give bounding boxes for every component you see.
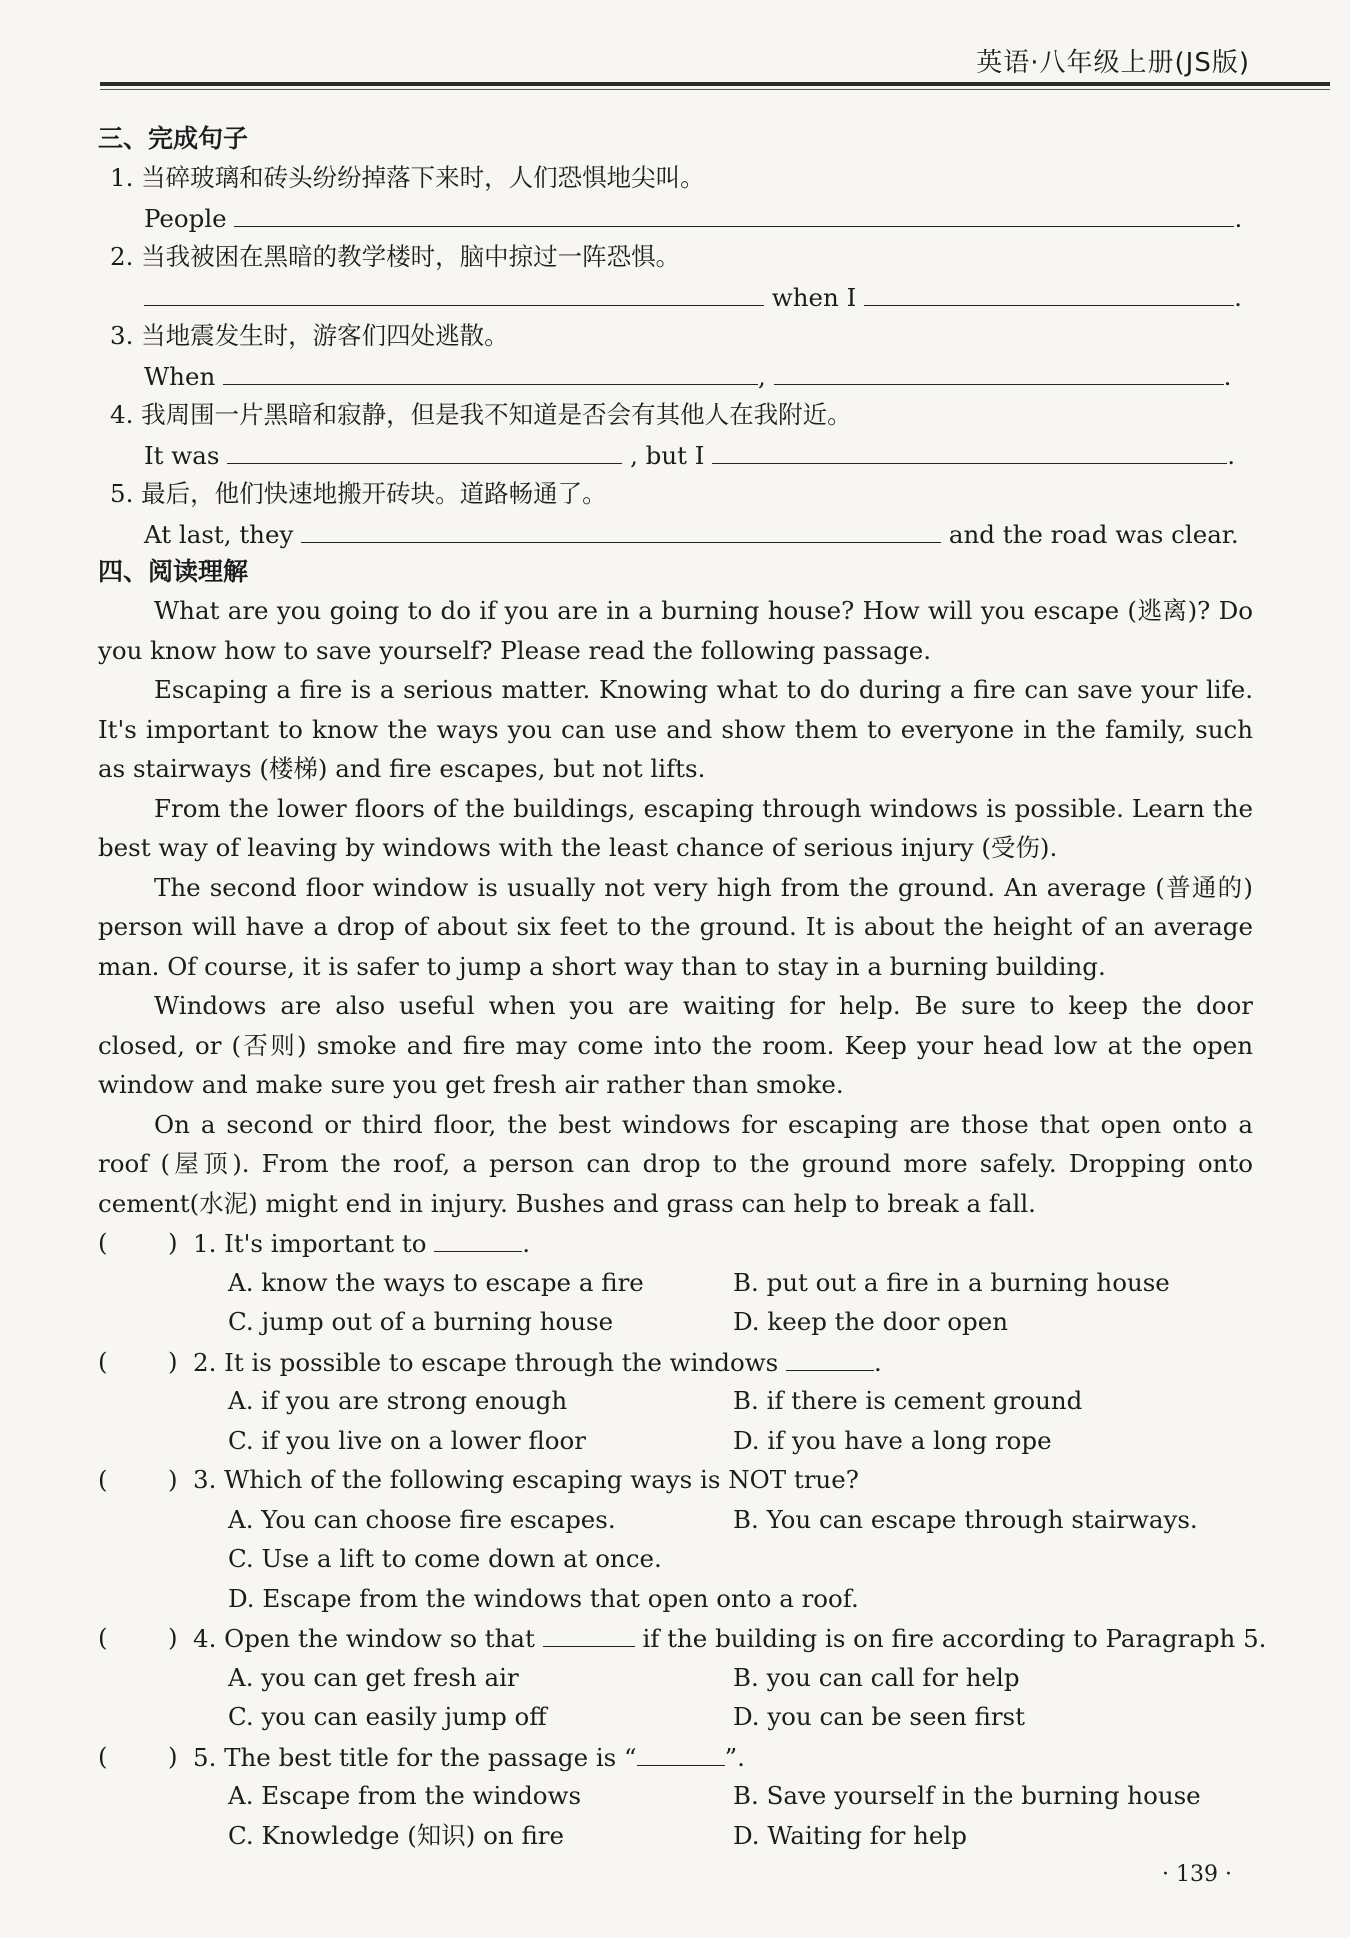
sentence-3-prefix: When: [144, 361, 216, 391]
sentence-5-answer-line: [98, 514, 1253, 554]
section-4-title: 四、阅读理解: [98, 557, 249, 586]
question-1-option-b[interactable]: B. put out a fire in a burning house: [733, 1267, 1170, 1297]
answer-paren-close: ): [168, 1741, 178, 1771]
question-4-options-cd: [98, 1697, 1253, 1737]
passage-paragraph-3: From the lower floors of the buildings, escaping through windows is possible. Learn the best way of leaving by windows with the least chance of serious injury (受伤).: [98, 793, 1253, 862]
question-2-options-cd: [98, 1421, 1253, 1461]
passage-paragraph-6: On a second or third floor, the best windows for escaping are those that open onto a roof (屋顶). From the roof, a person can drop to the ground more safely. Dropping onto cement(水泥) might end in injury. Bushes and grass can help to break a fall.: [98, 1109, 1253, 1218]
sentence-5-prefix: At last, they: [144, 519, 294, 549]
question-4-option-c[interactable]: C. you can easily jump off: [228, 1702, 547, 1731]
sentence-4-blank-1[interactable]: [227, 435, 622, 464]
sentence-5-blank[interactable]: [301, 514, 941, 543]
sentence-2-period: .: [1234, 282, 1242, 312]
sentence-3-blank-2[interactable]: [774, 356, 1224, 385]
page-number: · 139 ·: [1162, 1862, 1232, 1887]
page-content: [98, 120, 1267, 1855]
answer-paren-open[interactable]: (: [98, 1228, 108, 1257]
sentence-3-chinese: 3. 当地震发生时，游客们四处逃散。: [110, 321, 509, 350]
question-2-blank[interactable]: [786, 1342, 874, 1371]
question-3-option-b[interactable]: B. You can escape through stairways.: [733, 1504, 1198, 1534]
passage-paragraph-5: Windows are also useful when you are waiting for help. Be sure to keep the door closed, or (否则) smoke and fire may come into the room. Keep your head low at the open window and make sure you get fresh air rather than smoke.: [98, 991, 1253, 1099]
question-5-option-c[interactable]: C. Knowledge (知识) on fire: [228, 1820, 565, 1850]
question-2-option-d[interactable]: D. if you have a long rope: [733, 1425, 1052, 1455]
passage-paragraph-4: The second floor window is usually not very high from the ground. An average (普通的) person will have a drop of about six feet to the ground. It is about the height of an average man. Of course, it is safer to jump a short way than to stay in a burning building.: [98, 872, 1253, 981]
sentence-2-answer-line: [98, 277, 1253, 317]
question-5-stem-end: ”.: [724, 1742, 745, 1772]
sentence-2-blank-2[interactable]: [864, 277, 1234, 306]
question-3-option-d-line: [98, 1579, 1253, 1619]
question-4-blank[interactable]: [543, 1618, 635, 1647]
sentence-3-comma: ,: [758, 361, 766, 391]
page-header: [0, 30, 1350, 90]
sentence-1-answer-line: [98, 198, 1253, 238]
question-4-stem: 4. Open the window so that: [193, 1624, 535, 1653]
book-title: 英语·八年级上册(JS版): [976, 48, 1250, 78]
sentence-1-period: .: [1234, 203, 1243, 233]
sentence-2-mid: when I: [771, 282, 857, 312]
answer-paren-close: ): [168, 1465, 178, 1494]
sentence-3-answer-line: [98, 356, 1253, 396]
sentence-4-blank-2[interactable]: [712, 435, 1227, 464]
question-2-options-ab: [98, 1381, 1253, 1421]
passage-paragraph-1: What are you going to do if you are in a burning house? How will you escape (逃离)? Do you know how to save yourself? Please read the following passage.: [98, 596, 1253, 665]
question-1-blank[interactable]: [434, 1223, 522, 1252]
question-5-options-ab: [98, 1776, 1253, 1816]
sentence-1-blank[interactable]: [234, 198, 1234, 227]
question-5-stem: 5. The best title for the passage is “: [193, 1742, 637, 1772]
question-5: [98, 1737, 1253, 1777]
question-4-option-b[interactable]: B. you can call for help: [733, 1662, 1020, 1692]
sentence-5-suffix: and the road was clear.: [948, 519, 1239, 549]
question-1-option-a[interactable]: A. know the ways to escape a fire: [228, 1267, 644, 1297]
question-4: [98, 1618, 1267, 1658]
header-rule-thin: [100, 89, 1330, 90]
question-1: [98, 1223, 1253, 1263]
question-3-option-a[interactable]: A. You can choose fire escapes.: [228, 1504, 616, 1534]
sentence-1-prefix: People: [144, 203, 227, 233]
question-2-stem-end: .: [874, 1347, 882, 1377]
question-1-options-cd: [98, 1302, 1253, 1342]
sentence-5-chinese: 5. 最后，他们快速地搬开砖块。道路畅通了。: [110, 479, 607, 508]
passage-paragraph-2: Escaping a fire is a serious matter. Knowing what to do during a fire can save your life. It's important to know the ways you can use and show them to everyone in the family, such as stairways (楼梯) and fire escapes, but not lifts.: [98, 675, 1253, 783]
answer-paren-open[interactable]: (: [98, 1465, 108, 1494]
answer-paren-close: ): [168, 1623, 178, 1652]
question-1-stem-end: .: [522, 1229, 531, 1258]
question-2-option-a[interactable]: A. if you are strong enough: [228, 1386, 568, 1415]
question-4-option-a[interactable]: A. you can get fresh air: [228, 1662, 519, 1692]
question-3: [98, 1460, 1253, 1500]
sentence-2-blank-1[interactable]: [144, 277, 764, 306]
sentence-3-period: .: [1223, 361, 1232, 391]
question-2: [98, 1342, 1253, 1382]
question-2-stem: 2. It is possible to escape through the windows: [193, 1347, 779, 1377]
question-3-option-c[interactable]: C. Use a lift to come down at once.: [228, 1544, 662, 1573]
question-2-option-b[interactable]: B. if there is cement ground: [733, 1386, 1083, 1415]
sentence-1-chinese: 1. 当碎玻璃和砖头纷纷掉落下来时，人们恐惧地尖叫。: [110, 163, 705, 192]
section-3-title: 三、完成句子: [98, 124, 249, 153]
question-4-options-ab: [98, 1658, 1253, 1698]
answer-paren-close: ): [168, 1346, 178, 1376]
sentence-4-mid: , but I: [630, 440, 705, 470]
question-5-options-cd: [98, 1816, 1253, 1856]
question-2-option-c[interactable]: C. if you live on a lower floor: [228, 1425, 586, 1455]
sentence-4-chinese: 4. 我周围一片黑暗和寂静，但是我不知道是否会有其他人在我附近。: [110, 400, 852, 429]
question-1-option-d[interactable]: D. keep the door open: [733, 1307, 1008, 1336]
question-4-stem-end: if the building is on fire according to Paragraph 5.: [642, 1624, 1267, 1653]
question-5-option-d[interactable]: D. Waiting for help: [733, 1820, 967, 1850]
question-1-options-ab: [98, 1263, 1253, 1303]
question-1-stem: 1. It's important to: [193, 1229, 427, 1258]
answer-paren-open[interactable]: (: [98, 1346, 108, 1376]
sentence-2-chinese: 2. 当我被困在黑暗的教学楼时，脑中掠过一阵恐惧。: [110, 242, 681, 271]
question-5-option-b[interactable]: B. Save yourself in the burning house: [733, 1781, 1201, 1810]
question-1-option-c[interactable]: C. jump out of a burning house: [228, 1307, 614, 1336]
answer-paren-open[interactable]: (: [98, 1741, 108, 1771]
header-rule: [100, 82, 1330, 86]
sentence-4-prefix: It was: [144, 440, 220, 470]
question-3-stem: 3. Which of the following escaping ways is NOT true?: [193, 1465, 859, 1494]
sentence-3-blank-1[interactable]: [223, 356, 758, 385]
question-3-options-ab: [98, 1500, 1253, 1540]
sentence-4-period: .: [1227, 440, 1236, 470]
sentence-4-answer-line: [98, 435, 1253, 475]
answer-paren-close: ): [168, 1228, 178, 1257]
question-5-option-a[interactable]: A. Escape from the windows: [228, 1781, 582, 1810]
question-3-option-d[interactable]: D. Escape from the windows that open onto a roof.: [228, 1583, 859, 1613]
question-3-option-c-line: [98, 1539, 1253, 1579]
question-5-blank[interactable]: [637, 1737, 725, 1766]
question-4-option-d[interactable]: D. you can be seen first: [733, 1702, 1025, 1731]
answer-paren-open[interactable]: (: [98, 1623, 108, 1652]
